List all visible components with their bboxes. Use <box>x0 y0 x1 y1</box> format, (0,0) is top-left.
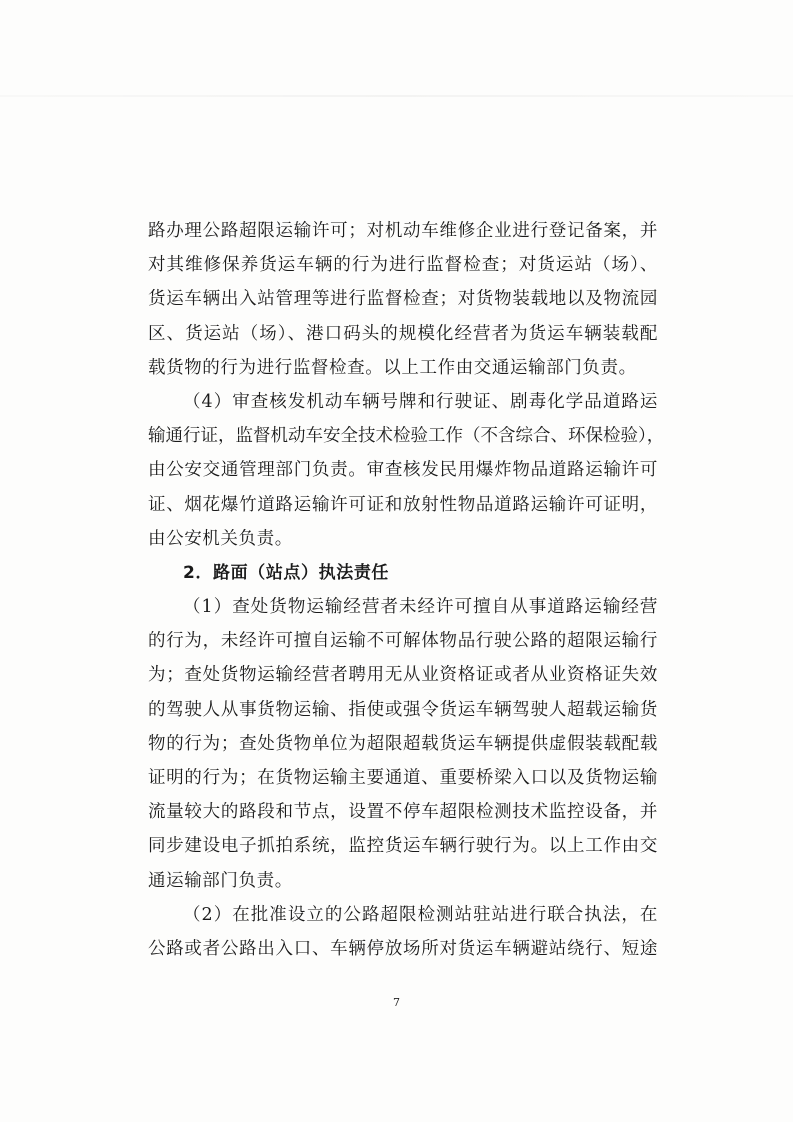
document-body <box>148 214 665 966</box>
paragraph-line: 为；查处货物运输经营者聘用无从业资格证或者从业资格证失效 <box>148 665 658 686</box>
scan-edge-shadow <box>0 95 793 97</box>
page-number: 7 <box>393 996 400 1009</box>
paragraph-line: 通运输部门负责。 <box>148 870 293 891</box>
paragraph-line: 由公安交通管理部门负责。审查核发民用爆炸物品道路运输许可 <box>148 460 658 481</box>
paragraph-line: 公路或者公路出入口、车辆停放场所对货运车辆避站绕行、短途 <box>148 938 658 959</box>
paragraph-line: （2）在批准设立的公路超限检测站驻站进行联合执法，在 <box>183 904 658 925</box>
paragraph-line: 同步建设电子抓拍系统，监控货运车辆行驶行为。以上工作由交 <box>148 836 658 857</box>
paragraph-line: 的行为，未经许可擅自运输不可解体物品行驶公路的超限运输行 <box>148 631 658 652</box>
paragraph-line: （1）查处货物运输经营者未经许可擅自从事道路运输经营 <box>183 597 658 618</box>
paragraph-line: 区、货运站（场）、港口码头的规模化经营者为货运车辆装载配 <box>148 323 658 344</box>
paragraph-line: 证、烟花爆竹道路运输许可证和放射性物品道路运输许可证明， <box>148 494 658 515</box>
paragraph-line: 证明的行为；在货物运输主要通道、重要桥梁入口以及货物运输 <box>148 768 658 788</box>
paragraph-line: 输通行证，监督机动车安全技术检验工作（不含综合、环保检验）， <box>148 426 665 447</box>
paragraph-line: 对其维修保养货运车辆的行为进行监督检查；对货运站（场）、 <box>148 255 658 276</box>
paragraph-line: （4）审查核发机动车辆号牌和行驶证、剧毒化学品道路运 <box>183 391 658 412</box>
paragraph-line: 物的行为；查处货物单位为超限超载货运车辆提供虚假装载配载 <box>148 733 658 754</box>
paragraph-line: 由公安机关负责。 <box>148 528 293 549</box>
paragraph-line: 的驾驶人从事货物运输、指使或强令货运车辆驾驶人超载运输货 <box>148 699 658 720</box>
paragraph-line: 货运车辆出入站管理等进行监督检查；对货物装载地以及物流园 <box>148 289 658 310</box>
paragraph-line: 载货物的行为进行监督检查。以上工作由交通运输部门负责。 <box>148 357 637 378</box>
paragraph-line: 路办理公路超限运输许可；对机动车维修企业进行登记备案，并 <box>148 221 658 241</box>
paragraph-line: 流量较大的路段和节点，设置不停车超限检测技术监控设备，并 <box>148 802 658 823</box>
section-heading: 2．路面（站点）执法责任 <box>183 562 390 583</box>
